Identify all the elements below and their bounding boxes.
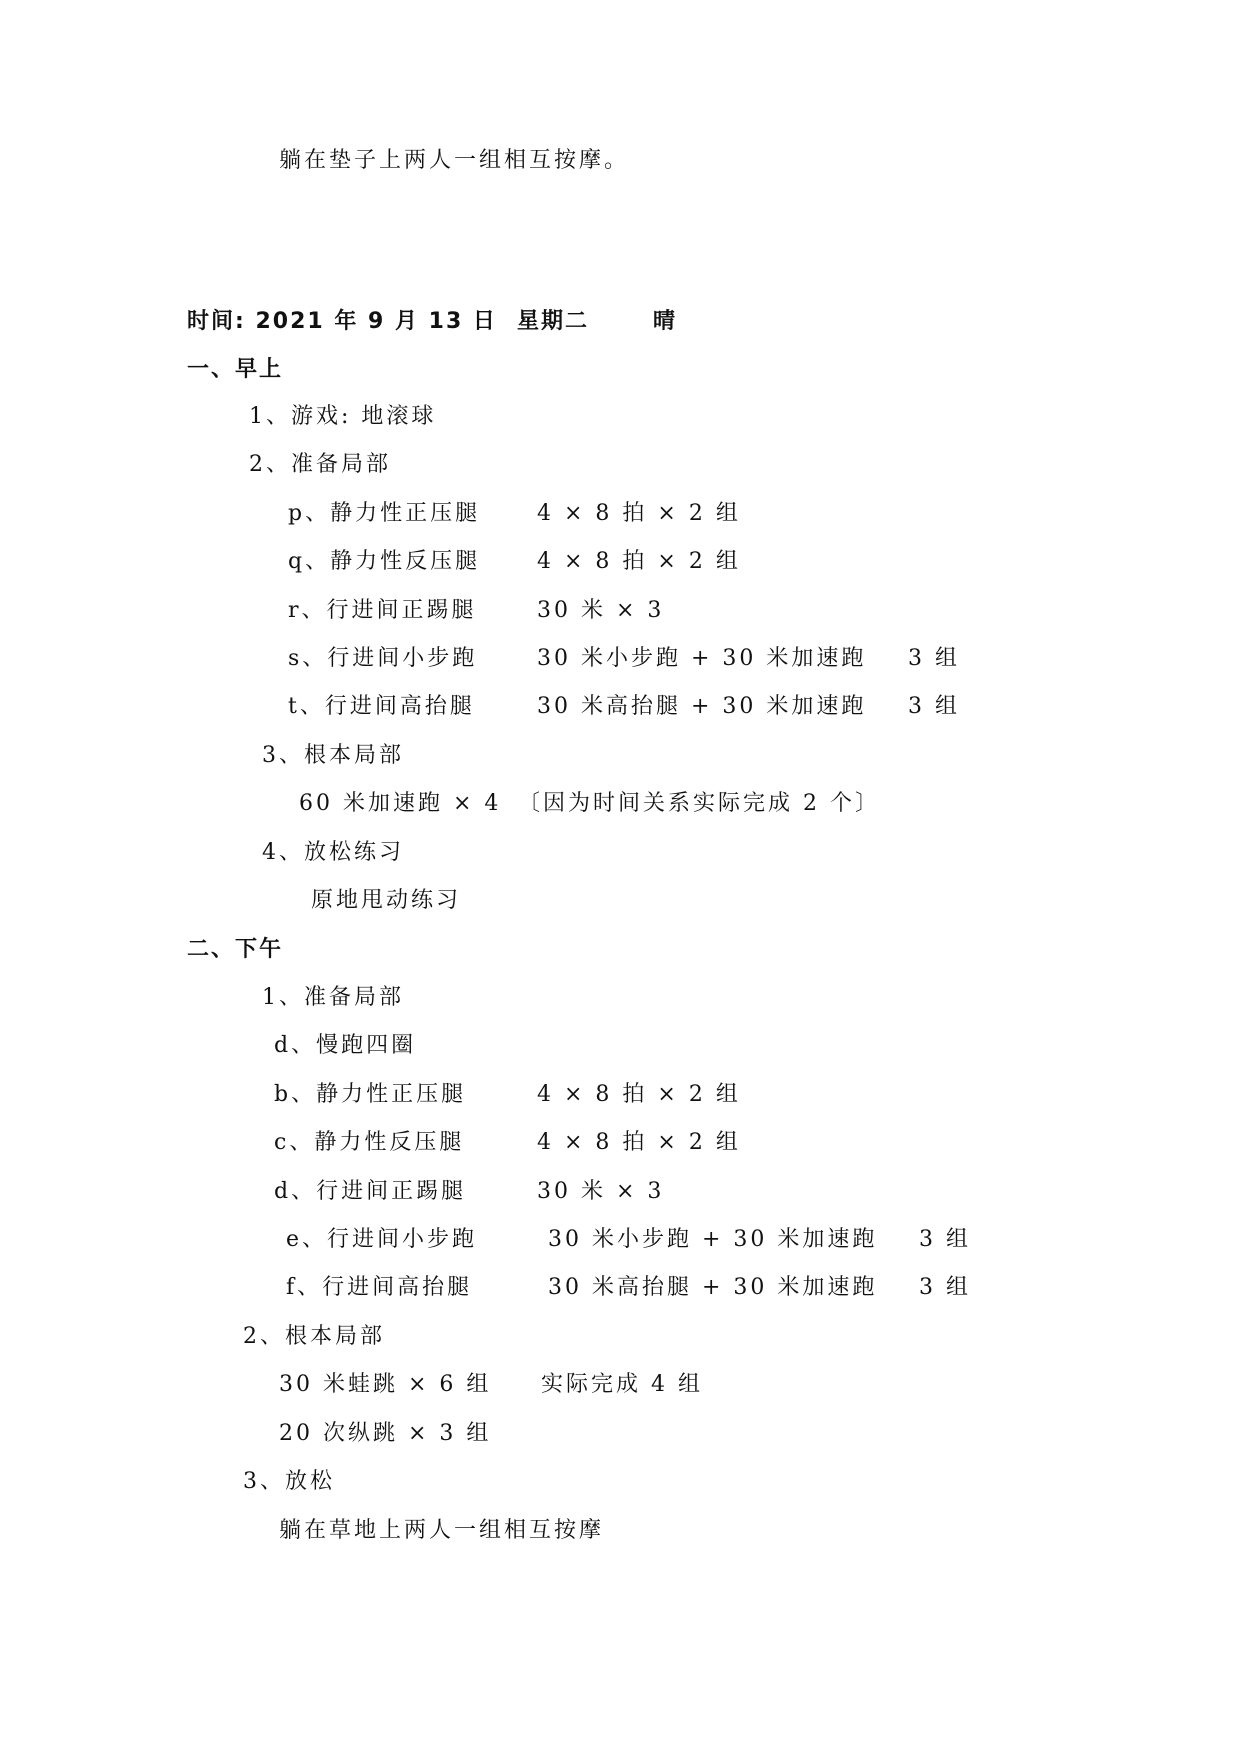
afternoon-warmup-detail: 4 × 8 拍 × 2 组 [537, 1130, 741, 1155]
afternoon-warmup-label: d、慢跑四圈 [274, 1033, 417, 1058]
morning-warmup-label: p、静力性正压腿 [288, 501, 481, 526]
afternoon-item-3: 3、放松 [243, 1469, 335, 1494]
morning-warmup-label: s、行进间小步跑 [288, 646, 478, 671]
afternoon-warmup-label: d、行进间正踢腿 [274, 1179, 467, 1204]
morning-warmup-detail: 4 × 8 拍 × 2 组 [537, 549, 741, 574]
morning-item-1: 1、游戏: 地滚球 [249, 404, 437, 429]
afternoon-warmup-detail: 30 米 × 3 [537, 1179, 665, 1204]
morning-item-2: 2、准备局部 [249, 452, 391, 477]
afternoon-warmup-label: c、静力性反压腿 [274, 1130, 465, 1155]
morning-main-exercise: 60 米加速跑 × 4 [299, 791, 502, 816]
morning-warmup-label: t、行进间高抬腿 [288, 694, 475, 719]
date-line: 时间: 2021 年 9 月 13 日 [187, 309, 497, 334]
morning-heading: 一、早上 [187, 357, 284, 382]
afternoon-relax: 躺在草地上两人一组相互按摩 [279, 1518, 605, 1543]
afternoon-item-2: 2、根本局部 [243, 1324, 385, 1349]
afternoon-warmup-detail: 30 米高抬腿 + 30 米加速跑 [548, 1275, 878, 1300]
afternoon-warmup-sets: 3 组 [919, 1227, 971, 1252]
afternoon-warmup-sets: 3 组 [919, 1275, 971, 1300]
morning-relax: 原地甩动练习 [311, 888, 462, 913]
morning-main-note: 〔因为时间关系实际完成 2 个〕 [518, 791, 880, 816]
morning-warmup-detail: 30 米 × 3 [537, 598, 665, 623]
morning-item-3: 3、根本局部 [262, 743, 404, 768]
afternoon-frog-note: 实际完成 4 组 [541, 1372, 703, 1397]
morning-warmup-sets: 3 组 [908, 694, 960, 719]
afternoon-warmup-label: f、行进间高抬腿 [286, 1275, 473, 1300]
afternoon-warmup-detail: 4 × 8 拍 × 2 组 [537, 1082, 741, 1107]
morning-warmup-label: r、行进间正踢腿 [288, 598, 477, 623]
morning-warmup-detail: 4 × 8 拍 × 2 组 [537, 501, 741, 526]
weather: 晴 [653, 309, 678, 334]
morning-warmup-sets: 3 组 [908, 646, 960, 671]
morning-item-4: 4、放松练习 [262, 840, 404, 865]
afternoon-vertical-jump: 20 次纵跳 × 3 组 [279, 1421, 492, 1446]
morning-warmup-label: q、静力性反压腿 [288, 549, 481, 574]
afternoon-heading: 二、下午 [187, 937, 284, 962]
intro-text: 躺在垫子上两人一组相互按摩。 [279, 148, 630, 173]
morning-warmup-detail: 30 米小步跑 + 30 米加速跑 [537, 646, 867, 671]
afternoon-frog-jump: 30 米蛙跳 × 6 组 [279, 1372, 492, 1397]
afternoon-warmup-label: e、行进间小步跑 [286, 1227, 478, 1252]
morning-warmup-detail: 30 米高抬腿 + 30 米加速跑 [537, 694, 867, 719]
afternoon-item-1: 1、准备局部 [262, 985, 404, 1010]
weekday: 星期二 [517, 309, 590, 334]
afternoon-warmup-detail: 30 米小步跑 + 30 米加速跑 [548, 1227, 878, 1252]
afternoon-warmup-label: b、静力性正压腿 [274, 1082, 467, 1107]
